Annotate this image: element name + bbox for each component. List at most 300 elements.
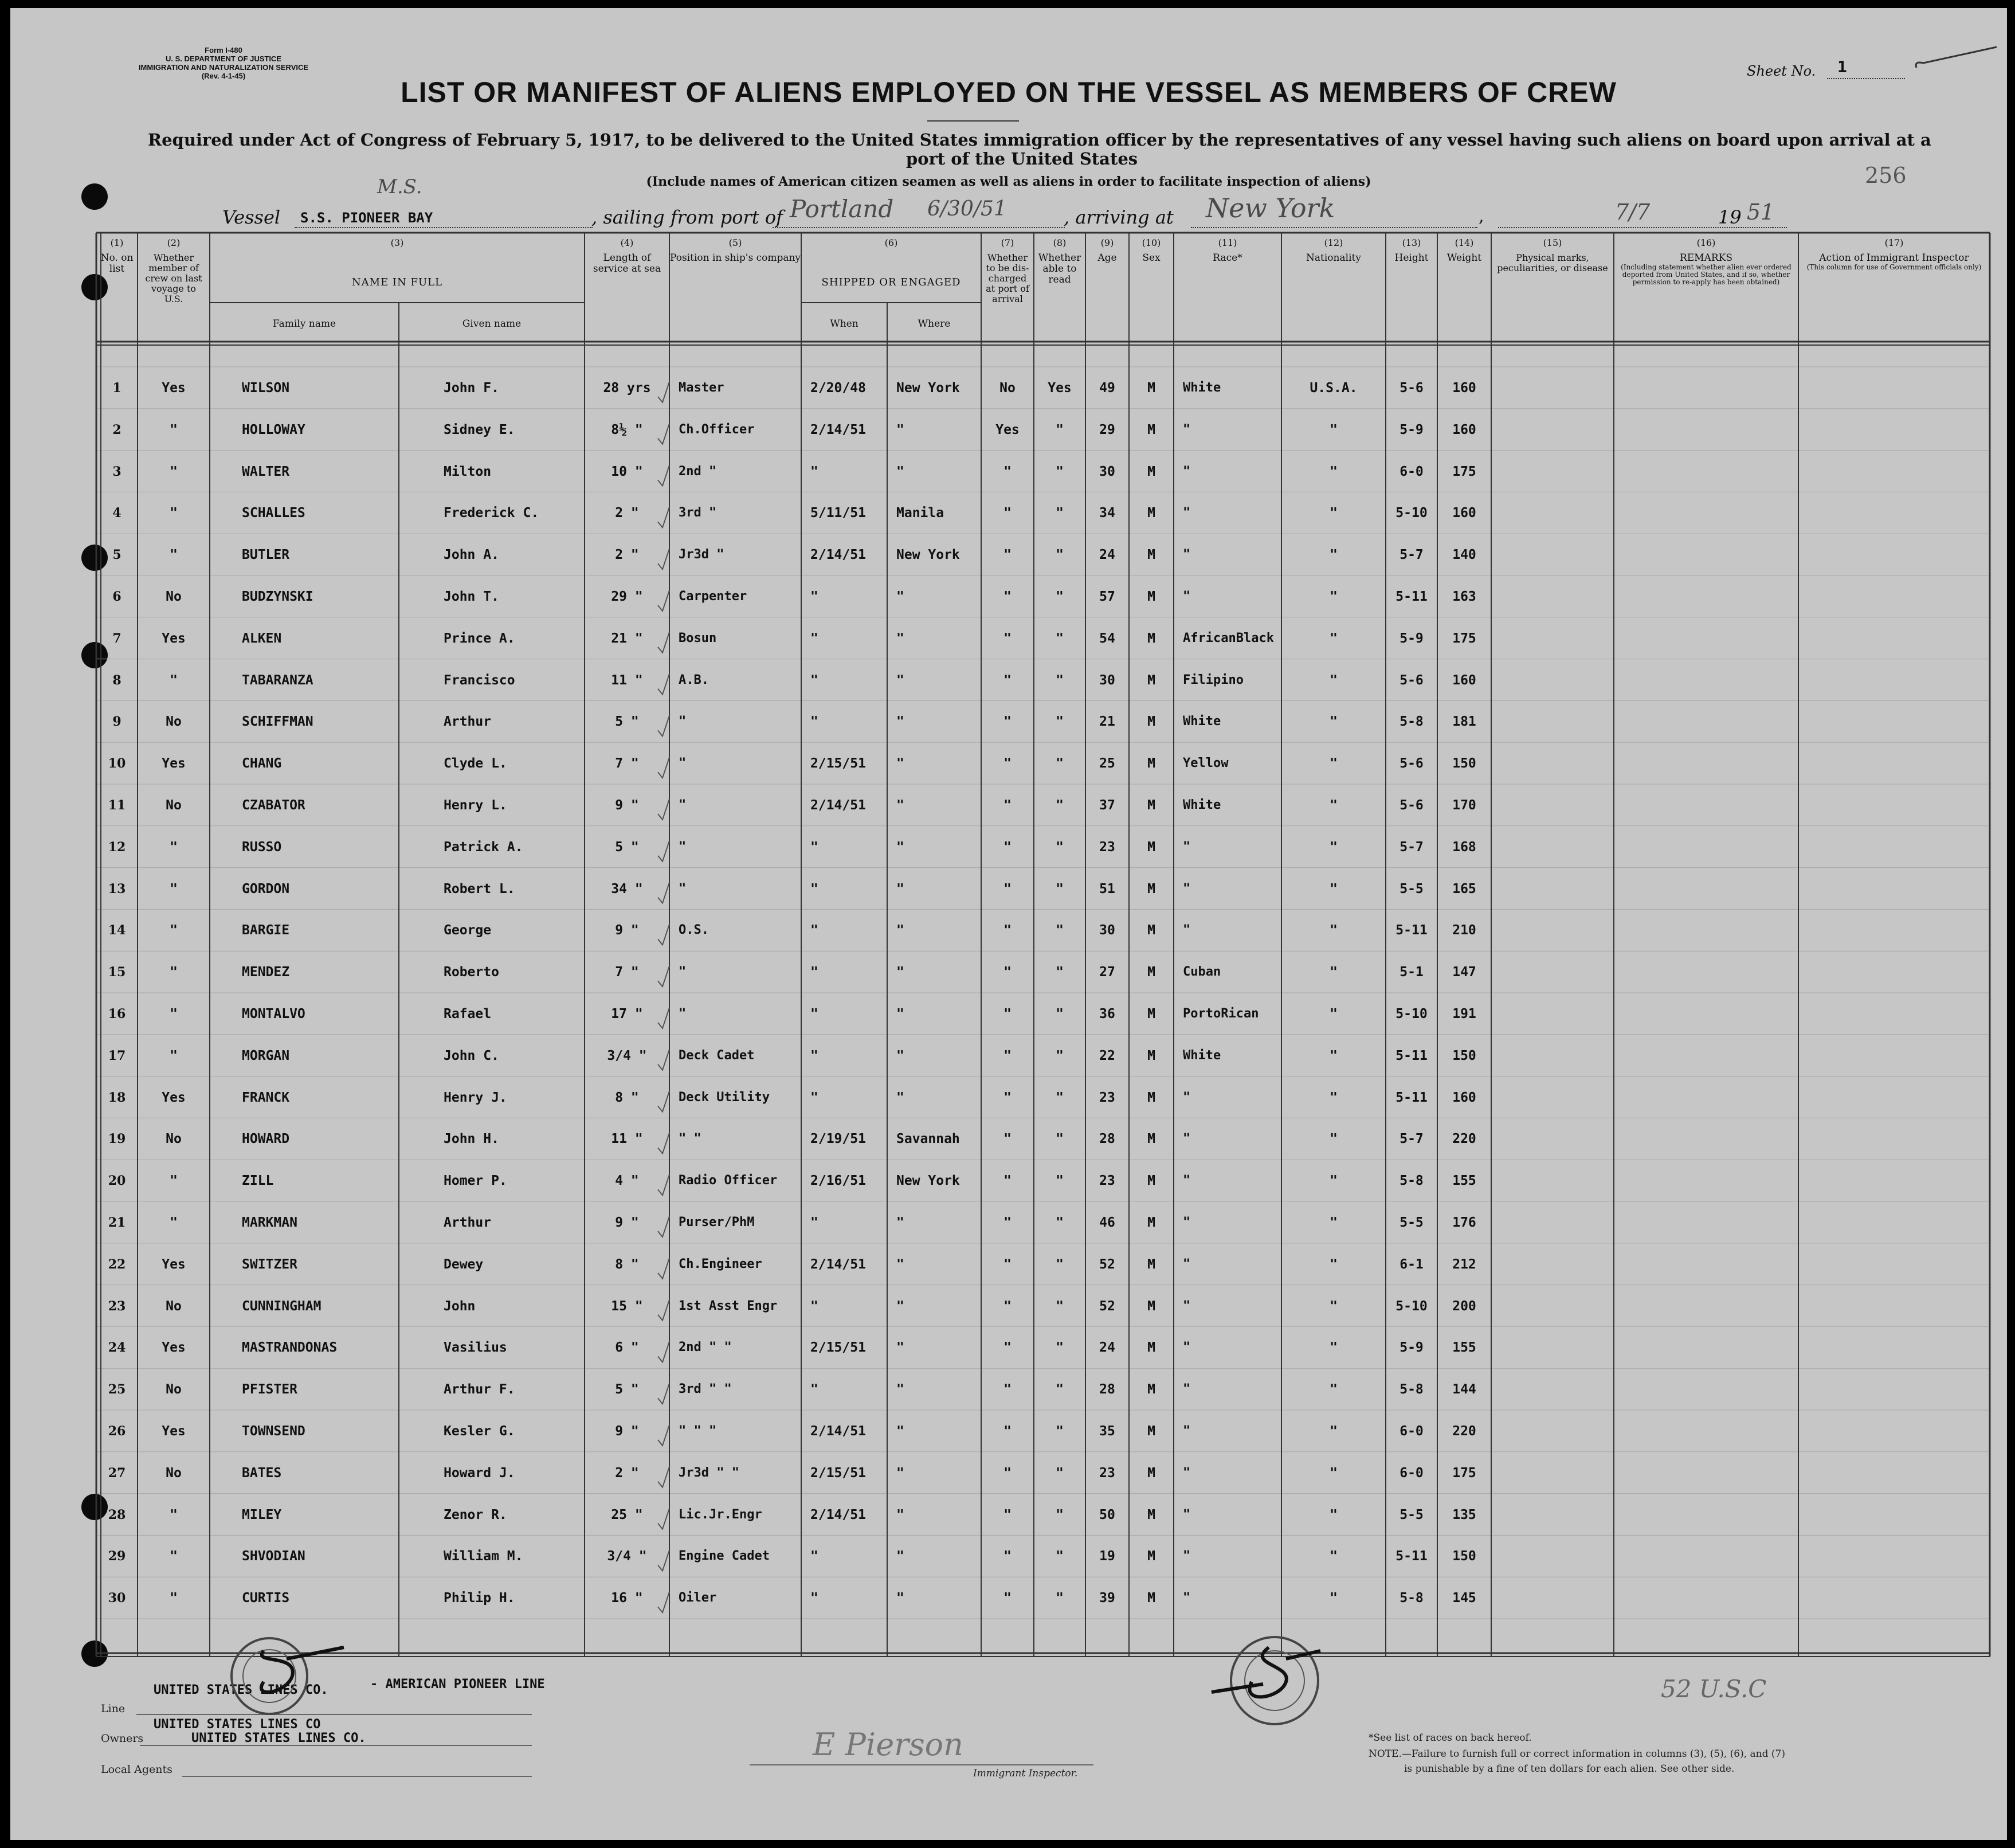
local-agents-label: Local Agents bbox=[101, 1763, 173, 1776]
cell-family: CURTIS bbox=[242, 1591, 290, 1606]
department-name: U. S. DEPARTMENT OF JUSTICE bbox=[166, 54, 281, 63]
cell-no: 17 bbox=[108, 1048, 126, 1063]
cell-race: " bbox=[1183, 422, 1191, 437]
cell-position: Bosun bbox=[679, 631, 717, 645]
cell-weight: 175 bbox=[1452, 464, 1476, 479]
cell-prev: " bbox=[170, 547, 178, 563]
cell-height: 5-9 bbox=[1399, 422, 1424, 437]
column-label: Position in ship's company bbox=[669, 252, 801, 264]
cell-no: 16 bbox=[108, 1007, 126, 1021]
cell-family: MASTRANDONAS bbox=[242, 1340, 338, 1356]
cell-race: " bbox=[1183, 839, 1191, 854]
line-label: Line bbox=[101, 1702, 126, 1715]
cell-nat: " bbox=[1330, 756, 1338, 772]
page-reference-number: 256 bbox=[1865, 163, 1907, 188]
cell-nat: " bbox=[1330, 631, 1338, 646]
cell-sex: M bbox=[1147, 1382, 1155, 1397]
cell-when: 2/14/51 bbox=[810, 1507, 866, 1522]
cell-age: 21 bbox=[1099, 714, 1115, 730]
cell-no: 27 bbox=[108, 1465, 126, 1481]
cell-sex: M bbox=[1147, 1173, 1155, 1189]
cell-no: 26 bbox=[108, 1424, 126, 1439]
cell-prev: No bbox=[166, 798, 182, 813]
cell-prev: " bbox=[170, 464, 178, 479]
cell-where: " bbox=[896, 464, 904, 479]
cell-given: John A. bbox=[444, 547, 499, 563]
cell-sex: M bbox=[1147, 506, 1155, 521]
cell-family: SCHALLES bbox=[242, 506, 305, 521]
cell-height: 5-8 bbox=[1399, 1382, 1424, 1397]
cell-position: " " " bbox=[679, 1424, 717, 1438]
cell-age: 51 bbox=[1099, 881, 1115, 896]
cell-when: 2/14/51 bbox=[810, 422, 866, 437]
cell-height: 5-7 bbox=[1399, 547, 1424, 563]
page-title: LIST OR MANIFEST OF ALIENS EMPLOYED ON THE VESSEL AS MEMBERS OF CREW bbox=[401, 76, 1617, 108]
column-number: (5) bbox=[728, 237, 742, 248]
cell-position: O.S. bbox=[679, 923, 709, 938]
cell-race: " bbox=[1183, 1591, 1191, 1606]
cell-position: " bbox=[679, 965, 687, 980]
cell-no: 14 bbox=[108, 923, 126, 938]
cell-family: MARKMAN bbox=[242, 1215, 297, 1230]
cell-prev: " bbox=[170, 1591, 178, 1606]
cell-family: GORDON bbox=[242, 881, 290, 896]
cell-when: " bbox=[810, 464, 818, 479]
service-name: IMMIGRATION AND NATURALIZATION SERVICE bbox=[138, 63, 309, 72]
cell-service: 9 " bbox=[615, 1424, 639, 1439]
cell-service: 2 " bbox=[615, 547, 639, 563]
cell-prev: " bbox=[170, 923, 178, 938]
owners-label: Owners bbox=[101, 1732, 144, 1745]
cell-sex: M bbox=[1147, 756, 1155, 772]
include-note: (Include names of American citizen seamen as well as aliens in order to facilitate inspection of aliens) bbox=[646, 174, 1371, 189]
cell-height: 5-11 bbox=[1395, 1549, 1428, 1564]
cell-where: " bbox=[896, 1048, 904, 1063]
cell-position: " bbox=[679, 839, 687, 854]
vessel-handwritten-prefix: M.S. bbox=[377, 175, 422, 198]
cell-where: " bbox=[896, 756, 904, 772]
cell-where: " bbox=[896, 965, 904, 980]
cell-race: White bbox=[1183, 714, 1221, 729]
cell-where: " bbox=[896, 589, 904, 604]
cell-given: Henry L. bbox=[444, 798, 507, 813]
cell-read: Yes bbox=[1048, 381, 1072, 396]
cell-age: 24 bbox=[1099, 547, 1115, 563]
cell-read: " bbox=[1056, 1465, 1064, 1481]
cell-read: " bbox=[1056, 923, 1064, 938]
cell-when: " bbox=[810, 881, 818, 896]
cell-no: 28 bbox=[108, 1507, 126, 1522]
cell-weight: 147 bbox=[1452, 965, 1476, 980]
cell-family: HOLLOWAY bbox=[242, 422, 305, 437]
cell-weight: 176 bbox=[1452, 1215, 1476, 1230]
column-number: (17) bbox=[1884, 237, 1904, 248]
cell-no: 2 bbox=[112, 422, 121, 437]
manifest-sheet: Form I-480 U. S. DEPARTMENT OF JUSTICE IMMIGRATION AND NATURALIZATION SERVICE (Rev. 4-1-45) Sheet No. 1 LIST OR MANIFEST OF ALIENS EMPLOYED ON THE VESSEL AS MEMBERS OF CREW Required under Act of Congress of February 5, 1917, to be delivered to the United States immigration officer by the representatives of any vessel having such aliens on board upon arrival at a port of the United States (Include names of American citizen seamen as well as aliens in order to facilitate inspection of aliens) 256 Vessel M.S. S.S. PIONEER BAY , sailing from port of Portland 6/30/51 , arriving at New York , 7/7 19 51 (1) No. on list (2) Whether member of crew on last voyage to U.S. (3) NAME IN FULL Family name Given name (4) Length of service at sea (5) Position in ship's company (6) SHIPPED OR ENGAGED When Where (7) Whether to be dis-charged at port of arrival (8) Whether able to read (9) Age (10) Sex (11) Race* (12) Nationality (13) Height (14) Weight (15) Physical marks, peculiarities, or disease (16) REMARKS (Including statement whether alien ever ordered deported from United States, and if so, whether permission to re-apply has been obtained) (17) Action of Immigrant Inspector (This column for use of Government officials only) 1 Yes WILSON John F. 28 yrs Master 2/20/48 New York No Yes 49 M White U.S.A. 5-6 160 2 " HOLLOWAY Sidney E. 8½ " Ch.Officer 2/14/51 " Yes " 29 M " " 5-9 160 3 " WALTER Milton 10 " 2nd " " " " " 30 M " " 6-0 175 4 " SCHALLES Frederick C. 2 " 3rd " 5/11/51 Manila " " 34 M " " 5-10 160 5 " BUTLER John A. 2 " Jr3d " 2/14/51 New York " " 24 M " " 5-7 140 6 No BUDZYNSKI John T. 29 " Carpenter " " " " 57 M " " 5-11 163 7 Yes ALKEN Prince A. 21 " Bosun " " " " 54 M AfricanBlack " 5-9 175 8 " TABARANZA Francisco 11 " A.B. " " " " 30 M Filipino " 5-6 160 9 No SCHIFFMAN Arthur 5 " " " " " " 21 M White " 5-8 181 10 Yes CHANG Clyde L. 7 " " 2/15/51 " " " 25 M Yellow " 5-6 150 11 No CZABATOR Henry L. 9 " " 2/14/51 " " " 37 M White " 5-6 170 12 " RUSSO Patrick A. 5 " " " " " " 23 M " " 5-7 168 13 " GORDON Robert L. 34 " " " " " " 51 M " " 5-5 165 14 " BARGIE George 9 " O.S. " " " " 30 M " " 5-11 210 15 " MENDEZ Roberto 7 " " " " " " 27 M Cuban " 5-1 147 16 " MONTALVO Rafael 17 " " " " " " 36 M PortoRican " 5-10 191 17 " MORGAN John C. 3/4 " Deck Cadet " " " " 22 M White " 5-11 150 18 Yes FRANCK Henry J. 8 " Deck Utility " " " " 23 M " " 5-11 160 19 No HOWARD John H. 11 " " " 2/19/51 Savannah " " 28 M " " 5-7 220 20 " ZILL Homer P. 4 " Radio Officer 2/16/51 New York " " 23 M " " 5-8 155 21 " MARKMAN Arthur 9 " Purser/PhM " " " " 46 M " " 5-5 176 22 Yes SWITZER Dewey 8 " Ch.Engineer 2/14/51 " " " 52 M " " 6-1 212 23 No CUNNINGHAM John 15 " 1st Asst Engr " " " " 52 M " " 5-10 200 24 Yes MASTRANDONAS Vasilius 6 " 2nd " " 2/15/51 " " " 24 M " " 5-9 155 25 No PFISTER Arthur F. 5 " 3rd " " " " " " 28 M " " 5-8 144 26 Yes TOWNSEND Kesler G. 9 " " " " 2/14/51 " " " 35 M " " 6-0 220 27 No BATES Howard J. 2 " Jr3d " " 2/15/51 " " " 23 M " " 6-0 175 28 " MILEY Zenor R. 25 " Lic.Jr.Engr 2/14/51 " " " 50 M " " 5-5 135 29 " SHVODIAN William M. 3/4 " Engine Cadet " " " " 19 M " " 5-11 150 30 " CURTIS Philip H. 16 " Oiler " " " " 39 M " " 5-8 145 UNITED STATES LINES CO. - AMERICAN PIONEER LINE Line UNITED STATES LINES CO UNITED STATES LINES CO. Owners Local Agents E Pierson Immigrant Inspector. 52 U.S.C *See list of races on back hereof. NOTE.—Failure to furnish full or correct information in columns (3), (5), (6), and (7) is punishable by a fine of ten dollars for each alien. See other side. bbox=[10, 8, 2007, 1840]
cell-family: BARGIE bbox=[242, 923, 290, 938]
cell-nat: " bbox=[1330, 1256, 1338, 1272]
cell-where: " bbox=[896, 1424, 904, 1439]
cell-read: " bbox=[1056, 1549, 1064, 1564]
cell-prev: No bbox=[166, 1382, 182, 1397]
cell-position: " bbox=[679, 714, 687, 729]
cell-no: 20 bbox=[108, 1173, 126, 1189]
cell-race: " bbox=[1183, 547, 1191, 562]
cell-family: MONTALVO bbox=[242, 1007, 305, 1021]
cell-when: " bbox=[810, 1090, 818, 1105]
cell-weight: 168 bbox=[1452, 839, 1476, 855]
cell-read: " bbox=[1056, 631, 1064, 646]
cell-nat: " bbox=[1330, 1382, 1338, 1397]
cell-height: 5-5 bbox=[1399, 1215, 1424, 1230]
cell-when: " bbox=[810, 714, 818, 730]
cell-given: George bbox=[444, 923, 492, 938]
cell-prev: " bbox=[170, 422, 178, 437]
cell-position: Oiler bbox=[679, 1591, 717, 1606]
cell-position: " bbox=[679, 756, 687, 771]
cell-no: 30 bbox=[108, 1591, 126, 1606]
cell-weight: 160 bbox=[1452, 506, 1476, 521]
cell-where: " bbox=[896, 1256, 904, 1272]
cell-weight: 191 bbox=[1452, 1007, 1476, 1021]
cell-read: " bbox=[1056, 422, 1064, 437]
cell-no: 1 bbox=[112, 381, 121, 396]
arriving-label: , arriving at bbox=[1064, 206, 1174, 228]
column-number: (6) bbox=[884, 237, 898, 248]
cell-read: " bbox=[1056, 506, 1064, 521]
cell-height: 5-11 bbox=[1395, 1048, 1428, 1063]
cell-prev: No bbox=[166, 1465, 182, 1481]
cell-position: Carpenter bbox=[679, 589, 747, 604]
cell-when: " bbox=[810, 1215, 818, 1230]
cell-family: WILSON bbox=[242, 381, 290, 396]
cell-weight: 160 bbox=[1452, 422, 1476, 437]
column-header-17 bbox=[1798, 237, 1990, 271]
cell-sex: M bbox=[1147, 1090, 1155, 1105]
cell-no: 10 bbox=[108, 756, 126, 772]
cell-disch: " bbox=[1003, 631, 1012, 646]
cell-position: 2nd " bbox=[679, 464, 717, 479]
column-number: (13) bbox=[1402, 237, 1421, 248]
cell-position: " bbox=[679, 1007, 687, 1021]
cell-prev: " bbox=[170, 1549, 178, 1564]
cell-weight: 220 bbox=[1452, 1131, 1476, 1147]
cell-race: " bbox=[1183, 1340, 1191, 1355]
cell-age: 36 bbox=[1099, 1007, 1115, 1021]
cell-sex: M bbox=[1147, 1424, 1155, 1439]
cell-nat: " bbox=[1330, 1173, 1338, 1189]
handwritten-note: 52 U.S.C bbox=[1661, 1675, 1767, 1703]
cell-family: RUSSO bbox=[242, 839, 282, 855]
cell-age: 49 bbox=[1099, 381, 1115, 396]
cell-given: Patrick A. bbox=[444, 839, 523, 855]
cell-service: 9 " bbox=[615, 923, 639, 938]
column-header-7 bbox=[981, 237, 1034, 304]
cell-no: 19 bbox=[108, 1131, 126, 1147]
cell-weight: 212 bbox=[1452, 1256, 1476, 1272]
cell-height: 6-1 bbox=[1399, 1256, 1424, 1272]
cell-weight: 160 bbox=[1452, 1090, 1476, 1105]
column-header-14 bbox=[1437, 237, 1491, 264]
cell-age: 50 bbox=[1099, 1507, 1115, 1522]
cell-race: White bbox=[1183, 381, 1221, 395]
cell-given: Howard J. bbox=[444, 1465, 515, 1481]
cell-race: " bbox=[1183, 1549, 1191, 1564]
cell-given: Rafael bbox=[444, 1007, 492, 1021]
cell-age: 23 bbox=[1099, 1090, 1115, 1105]
cell-race: " bbox=[1183, 464, 1191, 479]
cell-position: Ch.Engineer bbox=[679, 1256, 762, 1271]
cell-given: Homer P. bbox=[444, 1173, 507, 1189]
cell-prev: No bbox=[166, 1131, 182, 1147]
column-label: Whether to be dis-charged at port of arrival bbox=[986, 252, 1029, 304]
cell-family: ALKEN bbox=[242, 631, 282, 646]
cell-sex: M bbox=[1147, 1340, 1155, 1356]
cell-no: 21 bbox=[108, 1215, 126, 1230]
column-number: (8) bbox=[1053, 237, 1067, 248]
cell-race: " bbox=[1183, 1424, 1191, 1438]
cell-nat: " bbox=[1330, 1591, 1338, 1606]
cell-where: " bbox=[896, 714, 904, 730]
cell-height: 5-10 bbox=[1395, 1007, 1428, 1021]
column-label: Physical marks, peculiarities, or disease bbox=[1497, 252, 1608, 273]
cell-position: " bbox=[679, 881, 687, 896]
cell-when: 2/14/51 bbox=[810, 1424, 866, 1439]
cell-nat: U.S.A. bbox=[1310, 381, 1358, 396]
cell-family: BATES bbox=[242, 1465, 282, 1481]
cell-read: " bbox=[1056, 714, 1064, 730]
vessel-name: S.S. PIONEER BAY bbox=[300, 210, 433, 226]
cell-service: 5 " bbox=[615, 1382, 639, 1397]
cell-position: Deck Cadet bbox=[679, 1048, 755, 1063]
cell-when: " bbox=[810, 1007, 818, 1021]
column-label: Action of Immigrant Inspector bbox=[1819, 252, 1969, 264]
cell-no: 11 bbox=[108, 798, 126, 813]
cell-position: Engine Cadet bbox=[679, 1549, 770, 1564]
cell-service: 11 " bbox=[611, 672, 643, 688]
cell-prev: No bbox=[166, 714, 182, 730]
cell-where: Savannah bbox=[896, 1131, 960, 1147]
cell-sex: M bbox=[1147, 1048, 1155, 1063]
cell-service: 34 " bbox=[611, 881, 643, 896]
cell-sex: M bbox=[1147, 672, 1155, 688]
cell-position: Lic.Jr.Engr bbox=[679, 1507, 762, 1522]
cell-race: AfricanBlack bbox=[1183, 631, 1274, 645]
cell-prev: " bbox=[170, 1215, 178, 1230]
arriving-port: New York bbox=[1206, 193, 1335, 224]
cell-when: 2/14/51 bbox=[810, 547, 866, 563]
cell-age: 27 bbox=[1099, 965, 1115, 980]
column-note: (This column for use of Government officials only) bbox=[1806, 263, 1982, 271]
cell-sex: M bbox=[1147, 839, 1155, 855]
cell-family: WALTER bbox=[242, 464, 290, 479]
cell-prev: Yes bbox=[162, 631, 186, 646]
cell-where: New York bbox=[896, 547, 960, 563]
form-number: Form I-480 bbox=[205, 46, 242, 54]
cell-nat: " bbox=[1330, 923, 1338, 938]
cell-disch: " bbox=[1003, 1549, 1012, 1564]
cell-position: 3rd " " bbox=[679, 1382, 732, 1397]
cell-no: 23 bbox=[108, 1298, 126, 1314]
cell-sex: M bbox=[1147, 1256, 1155, 1272]
races-note: *See list of races on back hereof. bbox=[1369, 1732, 1532, 1744]
inspector-stamp-left bbox=[229, 1613, 367, 1733]
cell-race: " bbox=[1183, 923, 1191, 938]
cell-no: 22 bbox=[108, 1256, 126, 1272]
cell-nat: " bbox=[1330, 1340, 1338, 1356]
cell-where: " bbox=[896, 1382, 904, 1397]
cell-service: 11 " bbox=[611, 1131, 643, 1147]
cell-read: " bbox=[1056, 1007, 1064, 1021]
column-label: NAME IN FULL bbox=[351, 276, 443, 288]
column-number: (12) bbox=[1324, 237, 1343, 248]
column-number: (7) bbox=[1001, 237, 1014, 248]
column-label: SHIPPED OR ENGAGED bbox=[821, 276, 961, 288]
cell-service: 6 " bbox=[615, 1340, 639, 1356]
cell-read: " bbox=[1056, 1424, 1064, 1439]
cell-nat: " bbox=[1330, 1090, 1338, 1105]
cell-where: " bbox=[896, 1465, 904, 1481]
cell-family: SWITZER bbox=[242, 1256, 297, 1272]
cell-read: " bbox=[1056, 547, 1064, 563]
cell-nat: " bbox=[1330, 1549, 1338, 1564]
cell-nat: " bbox=[1330, 965, 1338, 980]
column-label: Length of service at sea bbox=[593, 252, 661, 275]
note-label: NOTE. bbox=[1369, 1748, 1402, 1760]
cell-weight: 200 bbox=[1452, 1298, 1476, 1314]
year-prefix: 19 bbox=[1718, 206, 1742, 228]
cell-disch: " bbox=[1003, 506, 1012, 521]
cell-age: 52 bbox=[1099, 1298, 1115, 1314]
cell-no: 12 bbox=[108, 839, 126, 855]
cell-position: Master bbox=[679, 381, 724, 395]
column-label: Weight bbox=[1446, 252, 1482, 264]
cell-given: Arthur bbox=[444, 714, 492, 730]
note-text-continued: is punishable by a fine of ten dollars for each alien. See other side. bbox=[1404, 1763, 1735, 1775]
cell-nat: " bbox=[1330, 1465, 1338, 1481]
cell-weight: 181 bbox=[1452, 714, 1476, 730]
cell-given: Prince A. bbox=[444, 631, 515, 646]
form-revision: (Rev. 4-1-45) bbox=[201, 72, 246, 80]
cell-disch: " bbox=[1003, 1173, 1012, 1189]
column-label: REMARKS bbox=[1679, 252, 1733, 264]
cell-height: 5-9 bbox=[1399, 1340, 1424, 1356]
cell-family: TOWNSEND bbox=[242, 1424, 305, 1439]
cell-age: 23 bbox=[1099, 839, 1115, 855]
cell-nat: " bbox=[1330, 881, 1338, 896]
cell-no: 7 bbox=[112, 631, 121, 646]
cell-disch: " bbox=[1003, 1090, 1012, 1105]
cell-age: 35 bbox=[1099, 1424, 1115, 1439]
cell-family: BUTLER bbox=[242, 547, 290, 563]
cell-disch: " bbox=[1003, 672, 1012, 688]
line-value-secondary: - AMERICAN PIONEER LINE bbox=[370, 1677, 545, 1692]
cell-sex: M bbox=[1147, 464, 1155, 479]
cell-sex: M bbox=[1147, 1507, 1155, 1522]
owners-value: UNITED STATES LINES CO bbox=[154, 1717, 321, 1732]
cell-family: CZABATOR bbox=[242, 798, 305, 813]
cell-where: " bbox=[896, 1507, 904, 1522]
cell-family: ZILL bbox=[242, 1173, 274, 1189]
column-number: (15) bbox=[1543, 237, 1562, 248]
cell-family: SCHIFFMAN bbox=[242, 714, 313, 730]
cell-weight: 155 bbox=[1452, 1340, 1476, 1356]
cell-when: " bbox=[810, 923, 818, 938]
cell-disch: " bbox=[1003, 1131, 1012, 1147]
cell-given: Clyde L. bbox=[444, 756, 507, 772]
cell-nat: " bbox=[1330, 1007, 1338, 1021]
column-label: Race* bbox=[1213, 252, 1242, 264]
column-number: (10) bbox=[1142, 237, 1161, 248]
cell-service: 15 " bbox=[611, 1298, 643, 1314]
cell-age: 46 bbox=[1099, 1215, 1115, 1230]
cell-service: 7 " bbox=[615, 965, 639, 980]
cell-disch: " bbox=[1003, 798, 1012, 813]
cell-weight: 165 bbox=[1452, 881, 1476, 896]
cell-prev: " bbox=[170, 1173, 178, 1189]
cell-sex: M bbox=[1147, 1591, 1155, 1606]
cell-service: 9 " bbox=[615, 798, 639, 813]
cell-given: Arthur bbox=[444, 1215, 492, 1230]
sheet-number: 1 bbox=[1837, 57, 1847, 76]
cell-when: " bbox=[810, 839, 818, 855]
cell-prev: " bbox=[170, 965, 178, 980]
cell-height: 5-10 bbox=[1395, 506, 1428, 521]
cell-service: 2 " bbox=[615, 506, 639, 521]
column-number: (14) bbox=[1455, 237, 1474, 248]
cell-race: Cuban bbox=[1183, 965, 1221, 980]
cell-family: CUNNINGHAM bbox=[242, 1298, 322, 1314]
cell-weight: 175 bbox=[1452, 1465, 1476, 1481]
cell-disch: No bbox=[999, 381, 1016, 396]
column-number: (3) bbox=[390, 237, 404, 248]
cell-read: " bbox=[1056, 672, 1064, 688]
cell-service: 4 " bbox=[615, 1173, 639, 1189]
cell-read: " bbox=[1056, 464, 1064, 479]
cell-height: 5-10 bbox=[1395, 1298, 1428, 1314]
cell-where: " bbox=[896, 1549, 904, 1564]
cell-height: 5-11 bbox=[1395, 1090, 1428, 1105]
cell-nat: " bbox=[1330, 506, 1338, 521]
arrival-date: 7/7 bbox=[1615, 199, 1651, 225]
column-number: (11) bbox=[1218, 237, 1237, 248]
cell-when: 2/20/48 bbox=[810, 381, 866, 396]
cell-read: " bbox=[1056, 1382, 1064, 1397]
cell-service: 9 " bbox=[615, 1215, 639, 1230]
cell-where: New York bbox=[896, 381, 960, 396]
cell-height: 5-11 bbox=[1395, 923, 1428, 938]
cell-height: 5-6 bbox=[1399, 672, 1424, 688]
cell-sex: M bbox=[1147, 547, 1155, 563]
inspector-stamp-right bbox=[1189, 1613, 1326, 1739]
cell-age: 30 bbox=[1099, 672, 1115, 688]
cell-height: 5-8 bbox=[1399, 1173, 1424, 1189]
column-number: (16) bbox=[1696, 237, 1716, 248]
cell-given: John bbox=[444, 1298, 476, 1314]
cell-read: " bbox=[1056, 1340, 1064, 1356]
cell-age: 23 bbox=[1099, 1465, 1115, 1481]
column-header-9 bbox=[1085, 237, 1129, 264]
cell-prev: Yes bbox=[162, 381, 186, 396]
sheet-number-label: Sheet No. bbox=[1747, 63, 1816, 79]
column-header-12 bbox=[1281, 237, 1386, 264]
column-number: (9) bbox=[1100, 237, 1114, 248]
cell-no: 13 bbox=[108, 881, 126, 896]
column-subheader: Given name bbox=[462, 318, 522, 330]
cell-prev: No bbox=[166, 589, 182, 604]
cell-given: Kesler G. bbox=[444, 1424, 515, 1439]
cell-where: " bbox=[896, 631, 904, 646]
